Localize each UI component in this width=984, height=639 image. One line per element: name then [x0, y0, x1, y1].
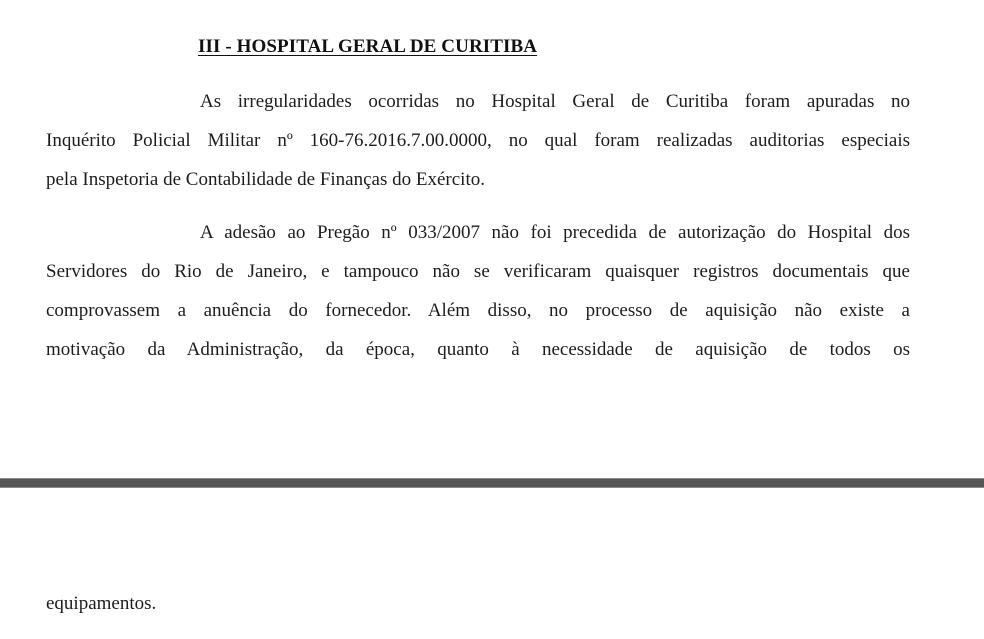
paragraph-line: As irregularidades ocorridas no Hospital Geral de Curitiba foram apuradas no [200, 91, 910, 112]
paragraph-2 [46, 213, 910, 369]
paragraph-continuation: equipamentos. [46, 593, 157, 614]
paragraph-line: comprovassem a anuência do fornecedor. Além disso, no processo de aquisição não existe a [46, 300, 910, 321]
paragraph-line: motivação da Administração, da época, quanto à necessidade de aquisição de todos os [46, 339, 910, 360]
document-page-bottom [0, 488, 984, 639]
paragraph-line: Servidores do Rio de Janeiro, e tampouco não se verificaram quaisquer registros documentais que [46, 261, 910, 282]
paragraph-1 [46, 82, 910, 199]
paragraph-line: Inquérito Policial Militar nº 160-76.2016.7.00.0000, no qual foram realizadas auditorias especiais [46, 130, 910, 151]
section-heading: III - HOSPITAL GERAL DE CURITIBA [198, 36, 538, 57]
paragraph-line: pela Inspetoria de Contabilidade de Finanças do Exército. [46, 169, 485, 190]
paragraph-line: A adesão ao Pregão nº 033/2007 não foi precedida de autorização do Hospital dos [200, 222, 910, 243]
page-break-separator [0, 478, 984, 488]
